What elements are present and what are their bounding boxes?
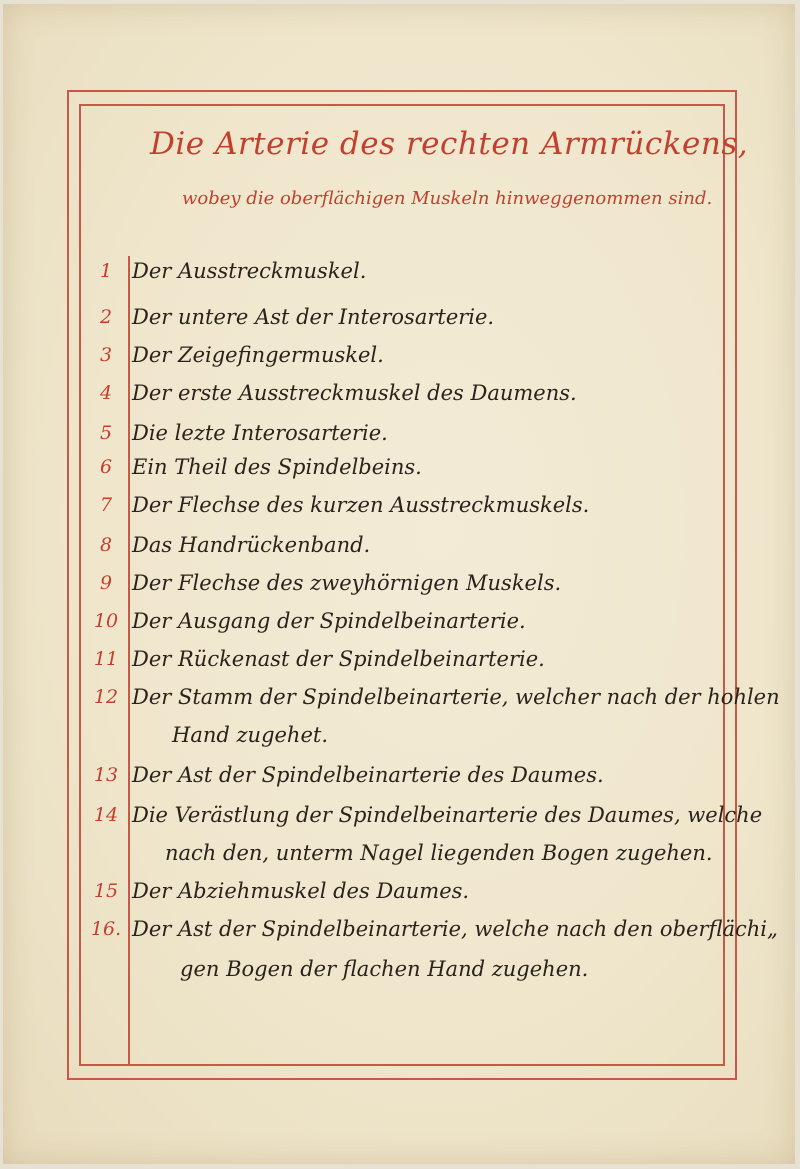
item-text: Der Abziehmuskel des Daumes.	[132, 879, 470, 903]
item-text: Der Ausgang der Spindelbeinarterie.	[132, 609, 526, 633]
list-item	[0, 640, 800, 678]
list-item	[0, 678, 800, 747]
item-number: 4	[99, 382, 113, 404]
page-subtitle: wobey die oberflächigen Muskeln hinweggenommen sind.	[182, 188, 713, 209]
list-item	[0, 526, 800, 564]
list-item	[0, 756, 800, 794]
item-number: 5	[99, 422, 113, 444]
item-text: Der Ast der Spindelbeinarterie des Daumes.	[132, 763, 604, 787]
item-number: 10	[93, 610, 119, 632]
list-item	[0, 486, 800, 524]
item-number: 14	[93, 804, 119, 826]
item-text: Die lezte Interosarterie.	[132, 421, 388, 445]
list-item	[0, 448, 800, 486]
page-title: Die Arterie des rechten Armrückens,	[150, 126, 749, 162]
item-text-continuation: nach den, unterm Nagel liegenden Bogen zugehen.	[165, 841, 713, 865]
item-text-continuation: gen Bogen der flachen Hand zugehen.	[180, 957, 589, 981]
item-text: Der untere Ast der Interosarterie.	[132, 305, 495, 329]
item-number: 15	[93, 880, 119, 902]
item-text: Der Stamm der Spindelbeinarterie, welcher nach der hohlen	[132, 685, 780, 709]
item-number: 16.	[90, 918, 122, 940]
list-item	[0, 414, 800, 452]
item-number: 8	[99, 534, 113, 556]
list-item	[0, 336, 800, 374]
item-text: Der Ausstreckmuskel.	[132, 259, 367, 283]
item-text: Der Ast der Spindelbeinarterie, welche nach den oberflächi„	[132, 917, 778, 941]
item-text: Der Zeigefingermuskel.	[132, 343, 384, 367]
item-text: Das Handrückenband.	[132, 533, 371, 557]
item-number: 9	[99, 572, 113, 594]
item-number: 11	[93, 648, 119, 670]
item-number: 2	[99, 306, 113, 328]
item-number: 3	[99, 344, 113, 366]
item-text: Ein Theil des Spindelbeins.	[132, 455, 422, 479]
list-item	[0, 796, 800, 865]
list-item	[0, 252, 800, 290]
item-text-continuation: Hand zugehet.	[172, 723, 329, 747]
item-text: Die Verästlung der Spindelbeinarterie des Daumes, welche	[132, 803, 763, 827]
list-item	[0, 374, 800, 412]
item-number: 13	[93, 764, 119, 786]
list-item	[0, 872, 800, 910]
item-number: 6	[99, 456, 113, 478]
item-text: Der erste Ausstreckmuskel des Daumens.	[132, 381, 577, 405]
item-text: Der Flechse des zweyhörnigen Muskels.	[132, 571, 562, 595]
list-item	[0, 564, 800, 602]
list-item	[0, 602, 800, 640]
item-number: 12	[93, 686, 119, 708]
list-item	[0, 910, 800, 981]
item-number: 7	[99, 494, 113, 516]
item-text: Der Rückenast der Spindelbeinarterie.	[132, 647, 545, 671]
list-item	[0, 298, 800, 336]
item-number: 1	[99, 260, 113, 282]
item-text: Der Flechse des kurzen Ausstreckmuskels.	[132, 493, 590, 517]
